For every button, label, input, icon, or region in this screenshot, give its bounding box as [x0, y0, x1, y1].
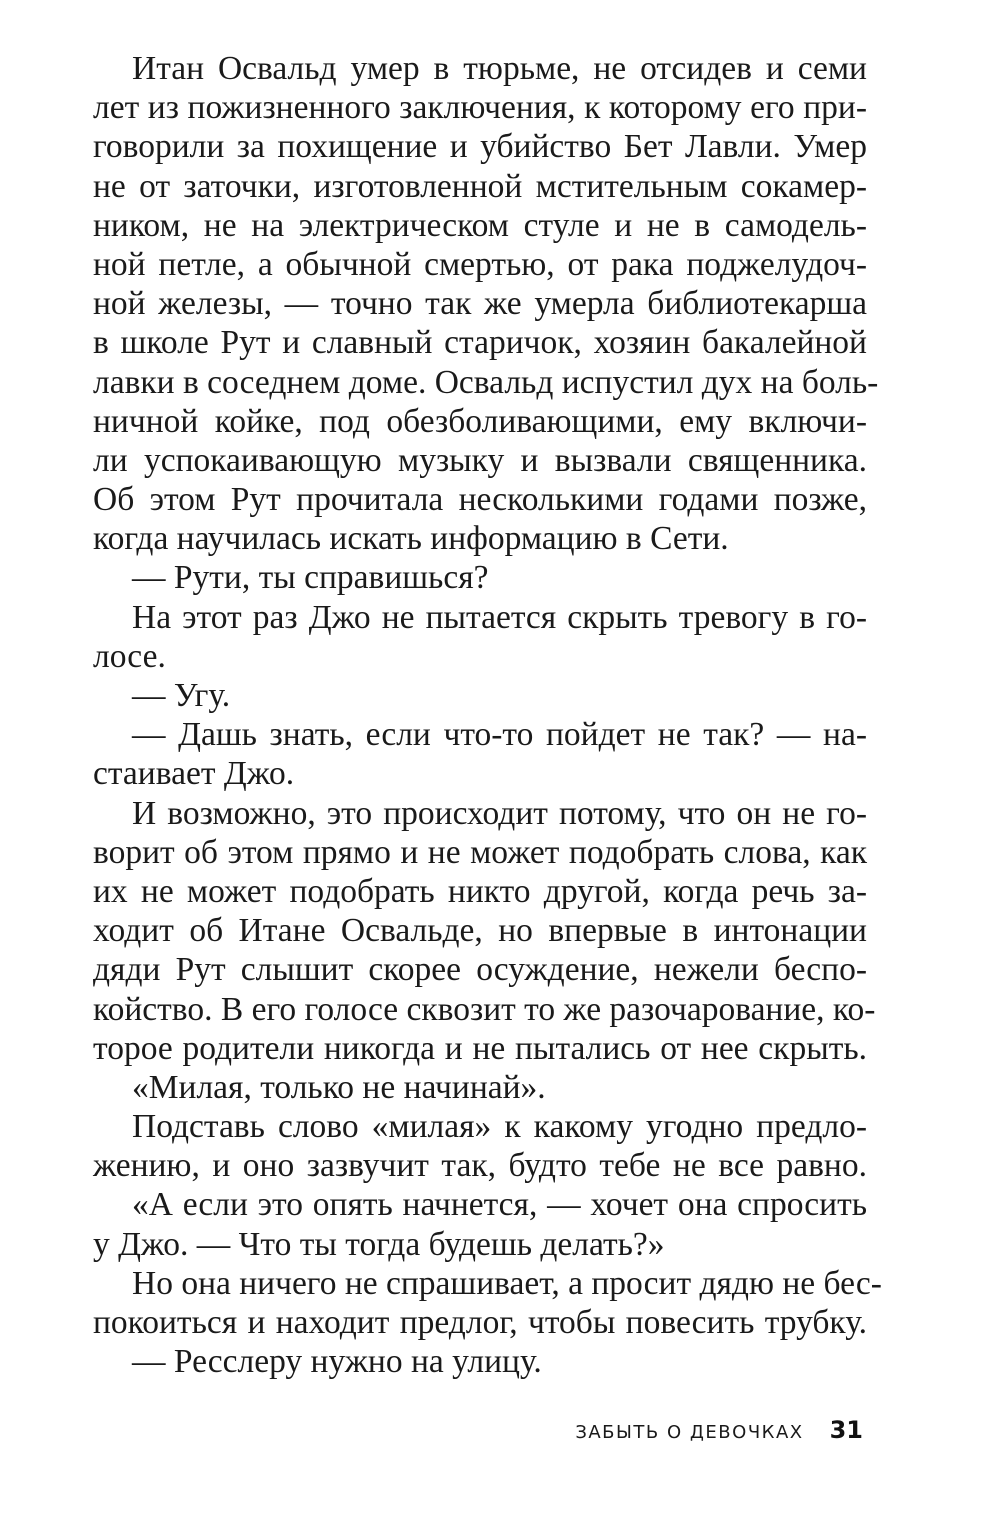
- text-line: ворит об этом прямо и не может подобрать слова, как: [93, 833, 867, 871]
- page-footer: [575, 1416, 863, 1446]
- text-line: И возможно, это происходит потому, что он не го-: [132, 794, 867, 832]
- text-line: «А если это опять начнется, — хочет она спросить: [132, 1186, 867, 1224]
- text-line: Итан Освальд умер в тюрьме, не отсидев и семи: [132, 50, 867, 87]
- text-line: Но она ничего не спрашивает, а просит дядю не бес-: [132, 1264, 882, 1302]
- text-line: лавки в соседнем доме. Освальд испустил дух на боль-: [93, 363, 879, 401]
- page-number: 31: [829, 1416, 863, 1444]
- text-line: ли успокаивающую музыку и вызвали священника.: [93, 441, 867, 479]
- text-line: их не может подобрать никто другой, когда речь за-: [93, 872, 867, 910]
- running-title: ЗАБЫТЬ О ДЕВОЧКАХ: [575, 1422, 804, 1443]
- text-line: — Рути, ты справишься?: [132, 559, 489, 597]
- text-line: лет из пожизненного заключения, к которому его при-: [93, 89, 867, 127]
- text-line: жению, и оно зазвучит так, будто тебе не все равно.: [93, 1147, 867, 1185]
- text-line: не от заточки, изготовленной мстительным сокамер-: [93, 167, 867, 205]
- text-line: — Угу.: [132, 677, 231, 714]
- text-line: койство. В его голосе сквозит то же разочарование, ко-: [93, 990, 876, 1028]
- text-line: ной железы, — точно так же умерла библиотекарша: [93, 285, 867, 323]
- page-body: [93, 49, 882, 1381]
- text-line: На этот раз Джо не пытается скрыть тревогу в го-: [132, 598, 867, 636]
- text-line: говорили за похищение и убийство Бет Лавли. Умер: [93, 128, 867, 166]
- text-line: ходит об Итане Освальде, но впервые в интонации: [93, 912, 867, 950]
- text-line: ником, не на электрическом стуле и не в самодель-: [93, 206, 867, 244]
- text-line: лосе.: [93, 637, 166, 675]
- text-line: — Дашь знать, если что-то пойдет не так? — на-: [132, 716, 867, 754]
- text-line: в школе Рут и славный старичок, хозяин бакалейной: [93, 324, 867, 362]
- text-line: торое родители никогда и не пытались от нее скрыть.: [93, 1029, 867, 1067]
- text-line: ничной койке, под обезболивающими, ему включи-: [93, 402, 867, 440]
- text-line: «Милая, только не начинай».: [132, 1068, 546, 1106]
- text-line: у Джо. — Что ты тогда будешь делать?»: [93, 1225, 665, 1263]
- text-line: дяди Рут слышит скорее осуждение, нежели беспо-: [93, 951, 867, 989]
- text-line: Об этом Рут прочитала несколькими годами позже,: [93, 481, 867, 519]
- text-line: когда научилась искать информацию в Сети.: [93, 520, 729, 558]
- text-line: стаивает Джо.: [93, 755, 295, 793]
- text-line: — Ресслеру нужно на улицу.: [132, 1343, 542, 1381]
- text-line: ной петле, а обычной смертью, от рака поджелудоч-: [93, 245, 867, 283]
- text-line: покоиться и находит предлог, чтобы повесить трубку.: [93, 1304, 867, 1341]
- text-line: Подставь слово «милая» к какому угодно предло-: [132, 1108, 867, 1146]
